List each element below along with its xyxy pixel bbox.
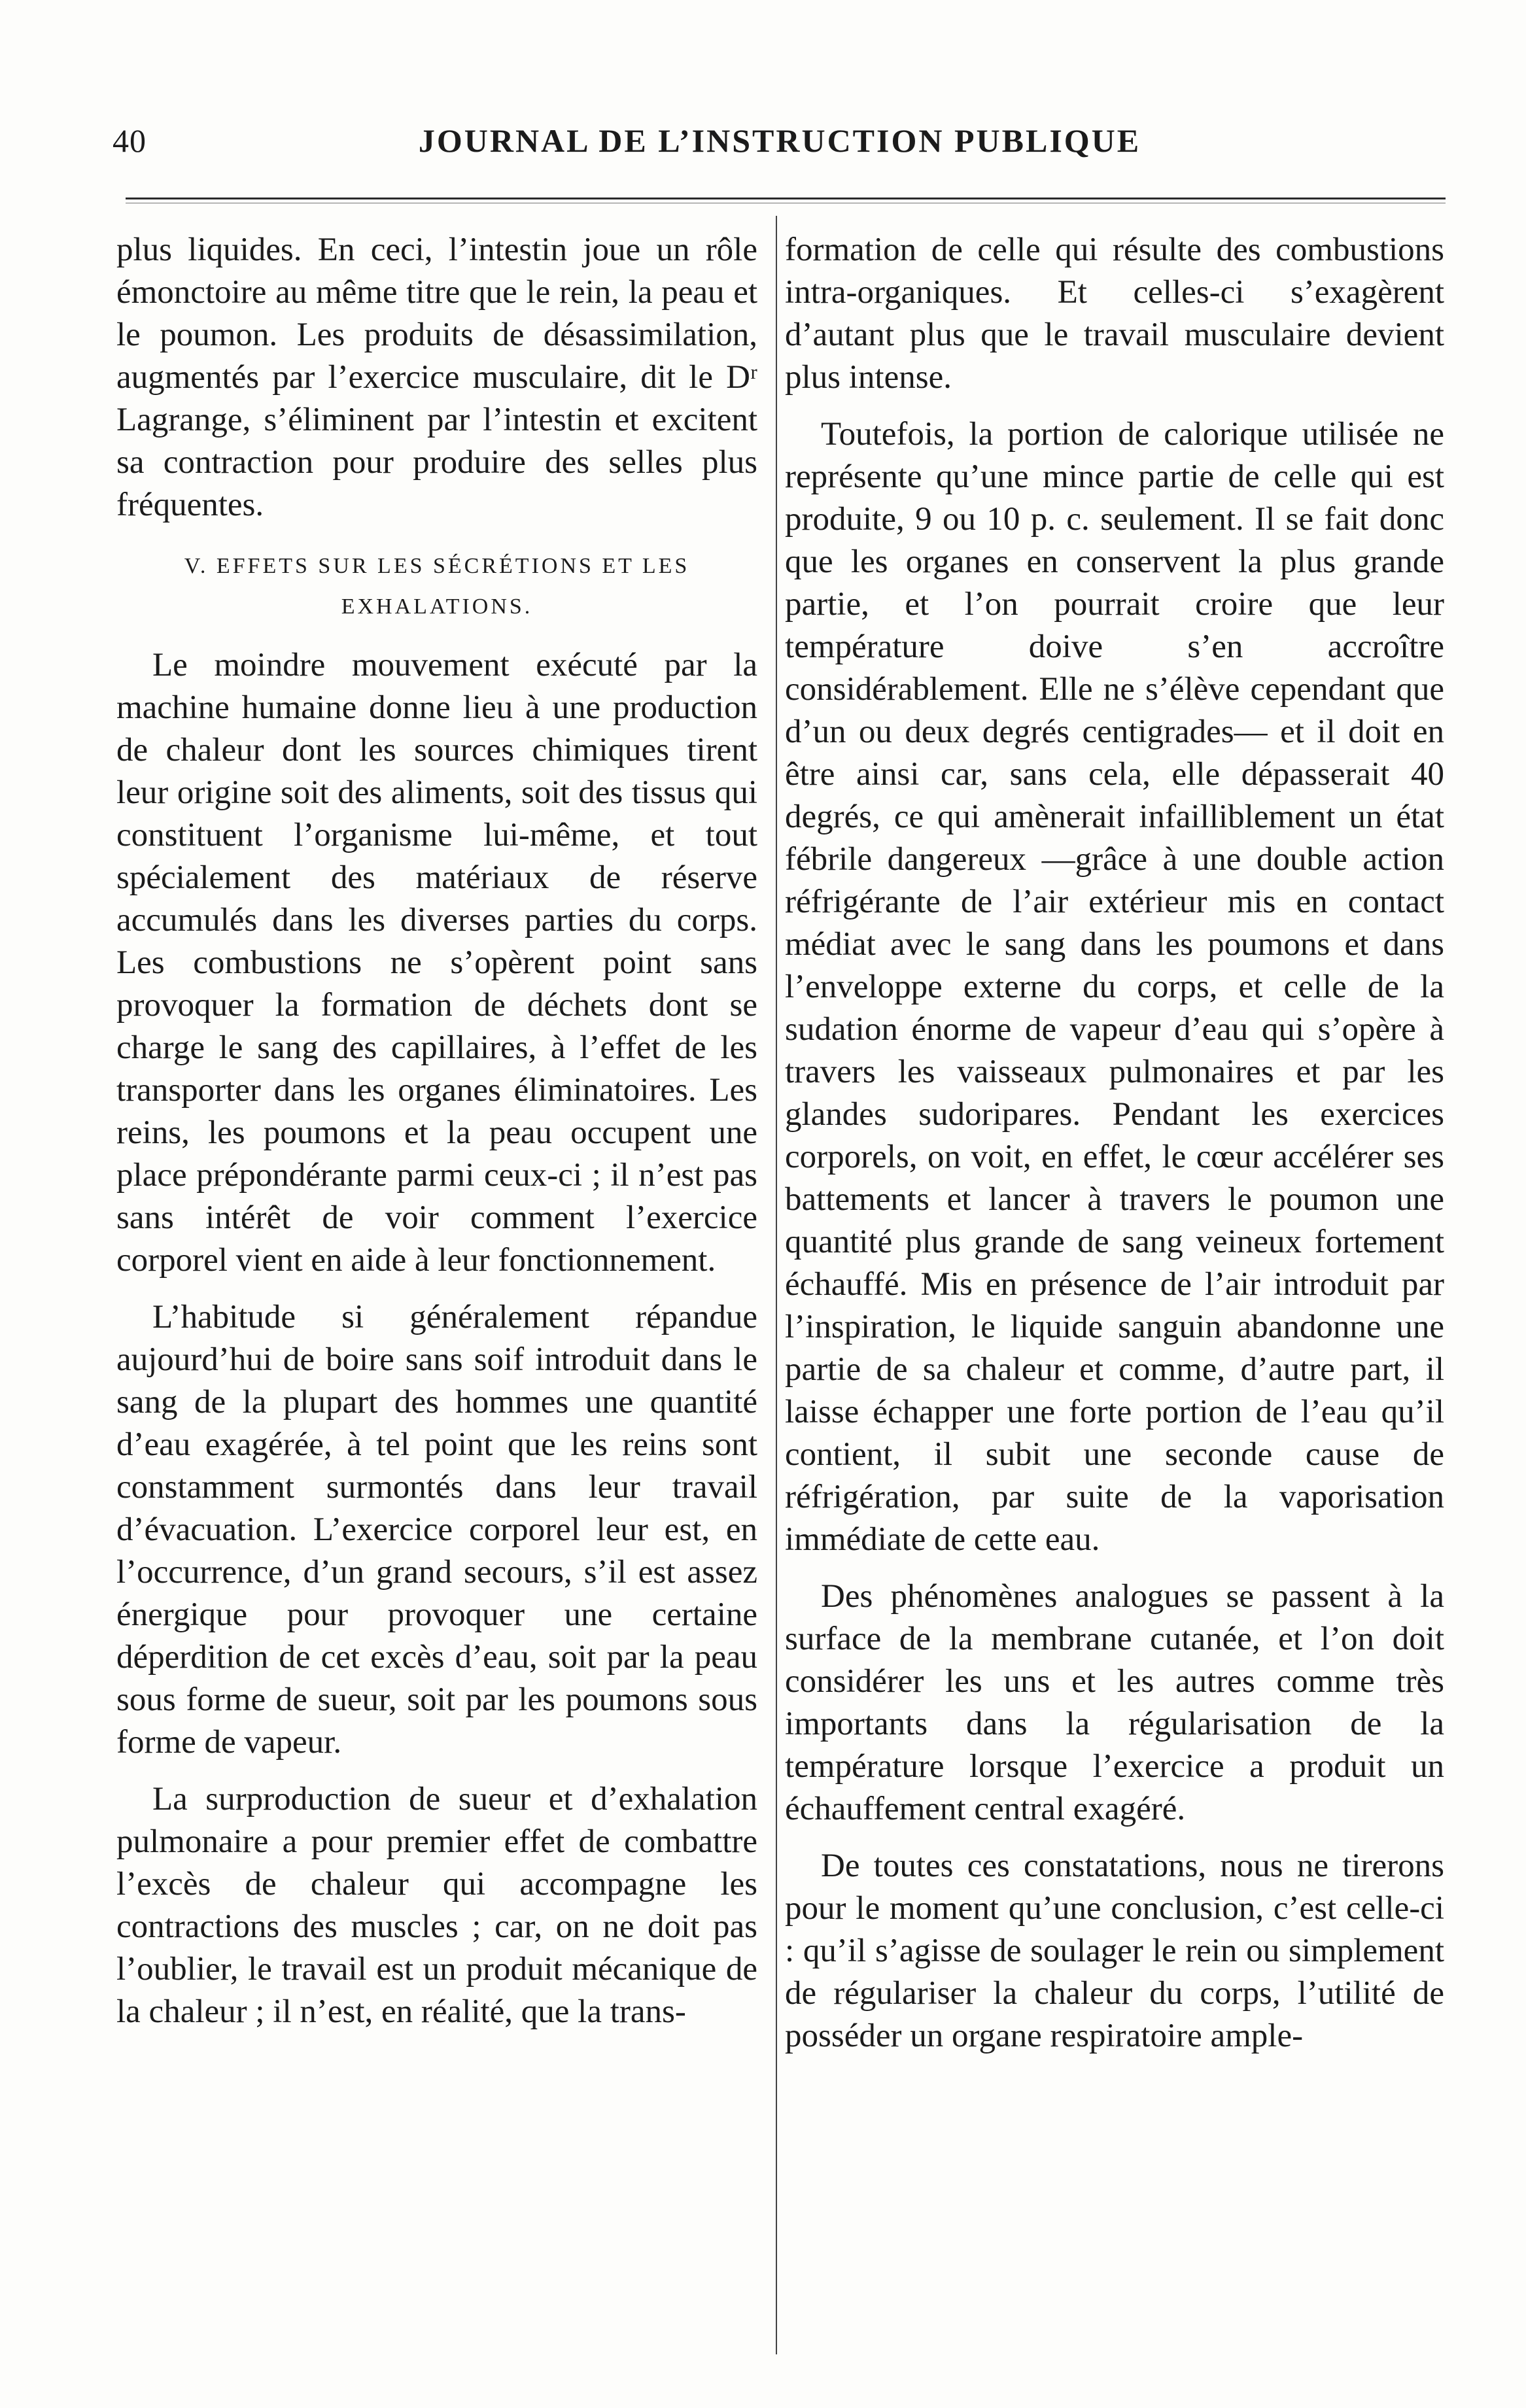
- section-heading: V. EFFETS SUR LES SÉCRÉTIONS ET LES EXHALATIONS.: [184, 554, 690, 619]
- paragraph: De toutes ces constatations, nous ne tirerons pour le moment qu’une conclusion, c’est celle-ci : qu’il s’agisse de soulager le rein ou simplement de régulariser la chaleur du corps, l’utilité de posséder un organe respiratoire ample-: [785, 1848, 1444, 2054]
- right-column: [785, 229, 1444, 2354]
- paragraph: Le moindre mouvement exécuté par la machine humaine donne lieu à une production de chaleur dont les sources chimiques tirent leur origine soit des aliments, soit des tissus qui constituent l’organisme lui-même, et tout spécialement des matériaux de réserve accumulés dans les diverses parties du corps. Les combustions ne s’opèrent point sans provoquer la formation de déchets dont se charge le sang des capillaires, à l’effet de les transporter dans les organes éliminatoires. Les reins, les poumons et la peau occupent une place prépondérante parmi ceux-ci ; il n’est pas sans intérêt de voir comment l’exercice corporel vient en aide à leur fonctionnement.: [116, 647, 757, 1279]
- page-number: 40: [113, 122, 147, 159]
- header-rule: [126, 198, 1446, 199]
- paragraph: Toutefois, la portion de calorique utilisée ne représente qu’une mince partie de celle qui est produite, 9 ou 10 p. c. seulement. Il se fait donc que les organes en conservent la plus grande partie, et l’on pourrait croire que leur température doive s’en accroître considérablement. Elle ne s’élève cependant que d’un ou deux degrés centigrades— et il doit en être ainsi car, sans cela, elle dépasserait 40 degrés, ce qui amènerait infailliblement un état fébrile dangereux —grâce à une double action réfrigérante de l’air extérieur mis en contact médiat avec le sang dans les poumons et dans l’enveloppe externe du corps, et celle de la sudation énorme de vapeur d’eau qui s’opère à travers les vaisseaux pulmonaires et par les glandes sudoripares. Pendant les exercices corporels, on voit, en effet, le cœur accélérer ses battements et lancer à travers le poumon une quantité plus grande de sang veineux fortement échauffé. Mis en présence de l’air introduit par l’inspiration, le liquide sanguin abandonne une partie de sa chaleur et comme, d’autre part, il laisse échapper une forte portion de l’eau qu’il contient, il subit une seconde cause de réfrigération, par suite de la vaporisation immédiate de cette eau.: [785, 416, 1444, 1558]
- paragraph: Des phénomènes analogues se passent à la surface de la membrane cutanée, et l’on doit considérer les uns et les autres comme très importants dans la régularisation de la température lorsque l’exercice a produit un échauffement central exagéré.: [785, 1578, 1444, 1827]
- paragraph: L’habitude si généralement répandue aujourd’hui de boire sans soif introduit dans le sang de la plupart des hommes une quantité d’eau exagérée, à tel point que les reins sont constamment surmontés dans leur travail d’évacuation. L’exercice corporel leur est, en l’occurrence, d’un grand secours, s’il est assez énergique pour provoquer une certaine déperdition de cet excès d’eau, soit par la peau sous forme de sueur, soit par les poumons sous forme de vapeur.: [116, 1299, 757, 1761]
- paragraph: La surproduction de sueur et d’exhalation pulmonaire a pour premier effet de combattre l’excès de chaleur qui accompagne les contractions des muscles ; car, on ne doit pas l’oublier, le travail est un produit mécanique de la chaleur ; il n’est, en réalité, que la trans-: [116, 1781, 757, 2030]
- page-header: [113, 122, 1447, 174]
- left-column: [116, 229, 757, 2354]
- paragraph: plus liquides. En ceci, l’intestin joue un rôle émonctoire au même titre que le rein, la peau et le poumon. Les produits de désassimilation, augmentés par l’exercice musculaire, dit le Dʳ Lagrange, s’éliminent par l’intestin et excitent sa contraction pour produire des selles plus fréquentes.: [116, 232, 757, 523]
- paragraph: formation de celle qui résulte des combustions intra-organiques. Et celles-ci s’exagèrent d’autant plus que le travail musculaire devient plus intense.: [785, 232, 1444, 396]
- column-divider: [776, 216, 777, 2354]
- running-title: JOURNAL DE L’INSTRUCTION PUBLIQUE: [418, 122, 1141, 159]
